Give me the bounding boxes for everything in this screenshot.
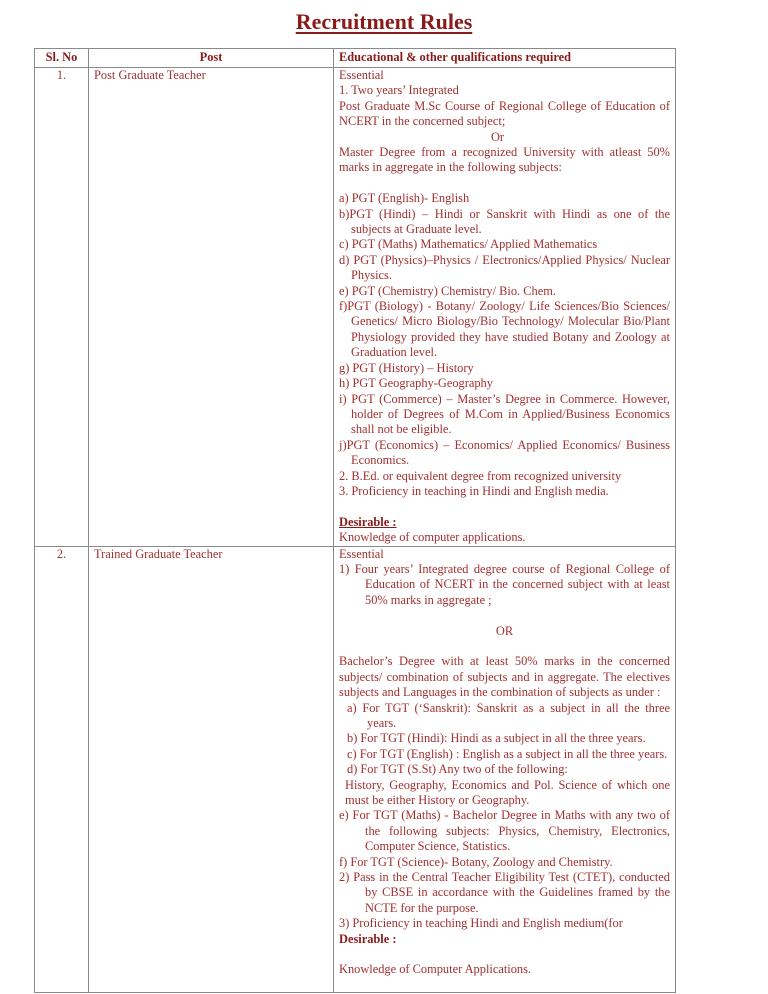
essential-label: Essential xyxy=(339,546,384,561)
sl-no-cell: 2. xyxy=(35,546,89,992)
table-row xyxy=(35,68,676,547)
post-cell: Post Graduate Teacher xyxy=(89,68,334,547)
qualification-text: Bachelor’s Degree with at least 50% marks in the concerned subjects/ combination of subjects and in aggregate. The electives subjects and Languages in the combination of subjects as under : xyxy=(339,654,670,700)
page-title-text: Recruitment Rules xyxy=(295,9,473,34)
recruitment-rules-table xyxy=(34,48,676,993)
header-qualifications: Educational & other qualifications required xyxy=(334,49,676,68)
subject-item: j)PGT (Economics) – Economics/ Applied Economics/ Business Economics. xyxy=(339,437,670,468)
qualifications-cell xyxy=(334,68,676,547)
desirable-text: Knowledge of computer applications. xyxy=(339,530,526,545)
spacer xyxy=(339,608,670,623)
table-header-row xyxy=(35,49,676,68)
desirable-text: Knowledge of Computer Applications. xyxy=(339,962,532,977)
subject-item: f)PGT (Biology) - Botany/ Zoology/ Life Sciences/Bio Sciences/ Genetics/ Micro Biology/Bio Technology/ Molecular Bio/Plant Physiology provided they have studied Botany and Zoology at Graduation level. xyxy=(339,299,670,360)
qualification-text: 3. Proficiency in teaching in Hindi and English media. xyxy=(339,483,609,498)
subject-item: d) PGT (Physics)–Physics / Electronics/Applied Physics/ Nuclear Physics. xyxy=(339,252,670,283)
qualification-text: 2. B.Ed. or equivalent degree from recognized university xyxy=(339,468,622,483)
or-separator: OR xyxy=(495,623,514,638)
qualification-text: 2) Pass in the Central Teacher Eligibility Test (CTET), conducted by CBSE in accordance with the Guidelines framed by the NCTE for the purpose. xyxy=(339,870,670,915)
spacer xyxy=(339,176,670,191)
spacer xyxy=(339,639,670,654)
qualification-text: Post Graduate M.Sc Course of Regional College of Education of NCERT in the concerned subject; xyxy=(339,98,670,129)
subject-item: a) For TGT (‘Sanskrit): Sanskrit as a subject in all the three years. xyxy=(347,700,670,730)
subject-item: e) PGT (Chemistry) Chemistry/ Bio. Chem. xyxy=(339,283,556,298)
subject-item: i) PGT (Commerce) – Master’s Degree in Commerce. However, holder of Degrees of M.Com in Applied/Business Economics shall not be eligible. xyxy=(339,391,670,437)
table-row xyxy=(35,546,676,992)
page-title xyxy=(0,9,768,35)
qualification-text: Master Degree from a recognized University with atleast 50% marks in aggregate in the following subjects: xyxy=(339,145,670,175)
desirable-label: Desirable : xyxy=(339,514,397,529)
subject-item: a) PGT (English)- English xyxy=(339,191,470,206)
qualification-text: 1) Four years’ Integrated degree course of Regional College of Education of NCERT in the concerned subject with at least 50% marks in aggregate ; xyxy=(339,561,670,607)
subject-item: h) PGT Geography-Geography xyxy=(339,376,493,391)
qualification-text: 3) Proficiency in teaching Hindi and English medium(for xyxy=(339,916,623,931)
qualifications-cell xyxy=(334,546,676,992)
subject-item: b) For TGT (Hindi): Hindi as a subject in all the three years. xyxy=(347,731,646,746)
qualification-text: History, Geography, Economics and Pol. Science of which one must be either History or Geography. xyxy=(345,777,670,808)
essential-label: Essential xyxy=(339,68,384,82)
subject-item: b)PGT (Hindi) – Hindi or Sanskrit with Hindi as one of the subjects at Graduate level. xyxy=(339,206,670,237)
subject-item: f) For TGT (Science)- Botany, Zoology and Chemistry. xyxy=(339,854,613,869)
header-post: Post xyxy=(89,49,334,68)
subject-item: c) PGT (Maths) Mathematics/ Applied Mathematics xyxy=(339,237,598,252)
spacer xyxy=(339,499,670,514)
subject-item: c) For TGT (English) : English as a subject in all the three years. xyxy=(347,746,668,761)
subject-item: e) For TGT (Maths) - Bachelor Degree in Maths with any two of the following subjects: Physics, Chemistry, Electronics, Computer Science, Statistics. xyxy=(339,808,670,854)
post-cell: Trained Graduate Teacher xyxy=(89,546,334,992)
subject-item: g) PGT (History) – History xyxy=(339,360,474,375)
subject-item: d) For TGT (S.St) Any two of the following: xyxy=(347,762,568,777)
or-separator: Or xyxy=(490,129,505,144)
spacer xyxy=(339,947,670,962)
header-sl-no: Sl. No xyxy=(35,49,89,68)
sl-no-cell: 1. xyxy=(35,68,89,547)
desirable-label: Desirable : xyxy=(339,931,397,946)
qualification-text: 1. Two years’ Integrated xyxy=(339,83,459,98)
